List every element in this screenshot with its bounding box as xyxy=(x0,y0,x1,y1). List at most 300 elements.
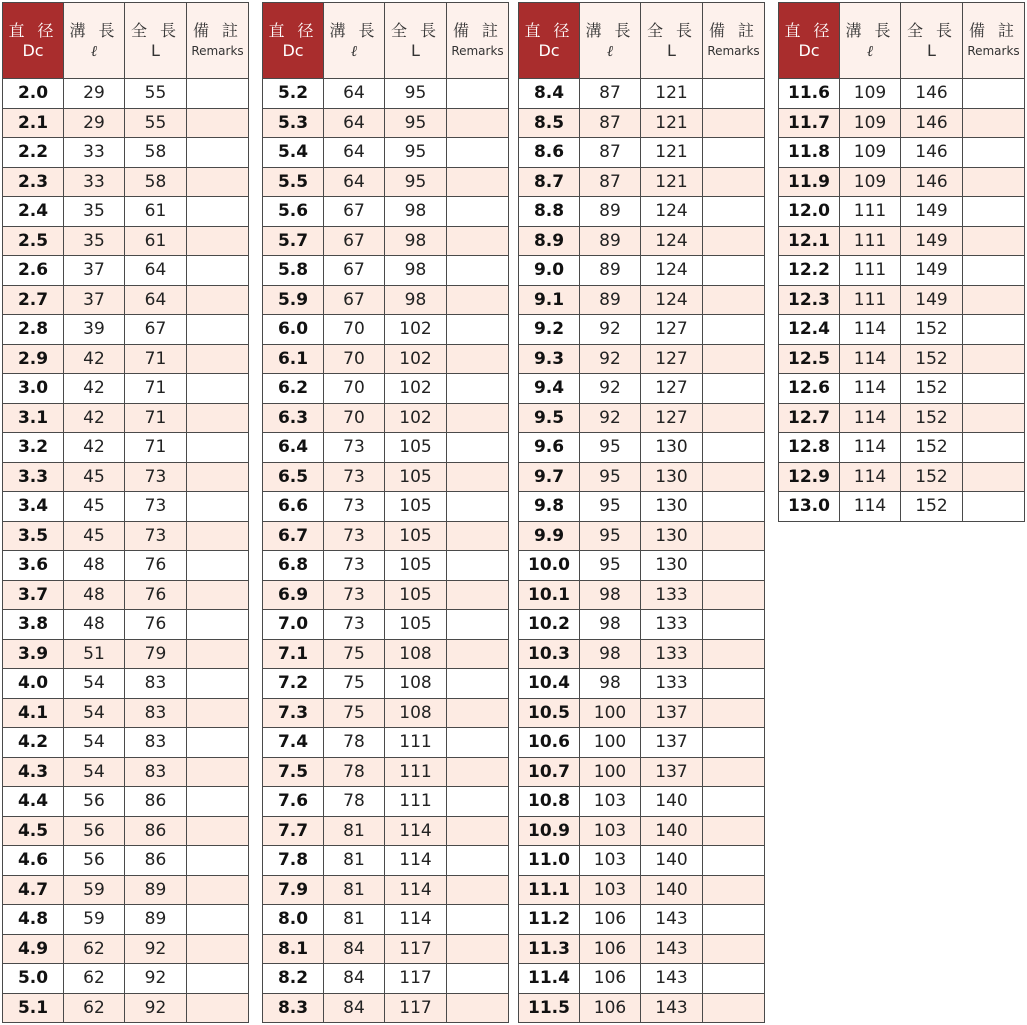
overall-length-cell: 130 xyxy=(641,521,703,551)
remarks-cell xyxy=(703,344,765,374)
dc-cell: 10.5 xyxy=(519,698,580,728)
remarks-cell xyxy=(447,492,509,522)
overall-length-cell: 149 xyxy=(901,285,963,315)
flute-length-cell: 70 xyxy=(324,403,385,433)
header-remarks: 備 註 Remarks xyxy=(703,3,765,79)
remarks-cell xyxy=(703,551,765,581)
overall-length-cell: 152 xyxy=(901,492,963,522)
table-row xyxy=(3,433,249,463)
overall-length-cell: 114 xyxy=(385,905,447,935)
dc-cell: 2.6 xyxy=(3,256,64,286)
dc-cell: 5.0 xyxy=(3,964,64,994)
overall-length-cell: 146 xyxy=(901,79,963,109)
dc-cell: 4.7 xyxy=(3,875,64,905)
remarks-cell xyxy=(703,787,765,817)
table-row xyxy=(263,787,509,817)
dc-cell: 9.4 xyxy=(519,374,580,404)
flute-length-cell: 84 xyxy=(324,964,385,994)
flute-length-cell: 73 xyxy=(324,521,385,551)
overall-length-cell: 140 xyxy=(641,816,703,846)
table-row xyxy=(519,757,765,787)
remarks-cell xyxy=(703,315,765,345)
remarks-cell xyxy=(187,934,249,964)
flute-length-cell: 64 xyxy=(324,108,385,138)
overall-length-cell: 83 xyxy=(125,669,187,699)
flute-length-cell: 114 xyxy=(840,403,901,433)
dc-cell: 12.0 xyxy=(779,197,840,227)
header-diameter: 直 径 Dc xyxy=(3,3,64,79)
table-row xyxy=(779,256,1025,286)
overall-length-cell: 98 xyxy=(385,226,447,256)
overall-length-cell: 127 xyxy=(641,403,703,433)
overall-length-cell: 89 xyxy=(125,905,187,935)
table-row xyxy=(263,993,509,1023)
overall-length-cell: 105 xyxy=(385,610,447,640)
table-row xyxy=(263,167,509,197)
flute-length-cell: 95 xyxy=(580,492,641,522)
dc-cell: 5.7 xyxy=(263,226,324,256)
overall-length-cell: 71 xyxy=(125,344,187,374)
dc-cell: 11.8 xyxy=(779,138,840,168)
table-row xyxy=(519,728,765,758)
table-row xyxy=(3,138,249,168)
remarks-cell xyxy=(447,167,509,197)
dc-cell: 2.4 xyxy=(3,197,64,227)
remarks-cell xyxy=(447,462,509,492)
remarks-cell xyxy=(963,108,1025,138)
dc-cell: 7.9 xyxy=(263,875,324,905)
flute-length-cell: 78 xyxy=(324,728,385,758)
remarks-cell xyxy=(703,285,765,315)
overall-length-cell: 143 xyxy=(641,934,703,964)
table-row xyxy=(519,285,765,315)
flute-length-cell: 48 xyxy=(64,580,125,610)
remarks-cell xyxy=(447,757,509,787)
remarks-cell xyxy=(703,108,765,138)
dc-cell: 7.6 xyxy=(263,787,324,817)
overall-length-cell: 143 xyxy=(641,905,703,935)
dc-cell: 12.3 xyxy=(779,285,840,315)
dc-cell: 10.0 xyxy=(519,551,580,581)
table-row xyxy=(519,964,765,994)
flute-length-cell: 70 xyxy=(324,315,385,345)
remarks-cell xyxy=(703,374,765,404)
remarks-cell xyxy=(187,669,249,699)
dc-cell: 4.1 xyxy=(3,698,64,728)
table-row xyxy=(3,698,249,728)
remarks-cell xyxy=(187,226,249,256)
remarks-cell xyxy=(963,138,1025,168)
overall-length-cell: 92 xyxy=(125,934,187,964)
dc-cell: 2.3 xyxy=(3,167,64,197)
flute-length-cell: 67 xyxy=(324,285,385,315)
table-row xyxy=(519,787,765,817)
flute-length-cell: 42 xyxy=(64,344,125,374)
dc-cell: 12.7 xyxy=(779,403,840,433)
dc-cell: 7.1 xyxy=(263,639,324,669)
dc-cell: 10.3 xyxy=(519,639,580,669)
dc-cell: 2.1 xyxy=(3,108,64,138)
remarks-cell xyxy=(703,993,765,1023)
table-row xyxy=(263,934,509,964)
flute-length-cell: 114 xyxy=(840,492,901,522)
remarks-cell xyxy=(963,285,1025,315)
remarks-cell xyxy=(187,344,249,374)
table-row xyxy=(3,964,249,994)
dc-cell: 3.9 xyxy=(3,639,64,669)
overall-length-cell: 105 xyxy=(385,580,447,610)
table-row xyxy=(519,934,765,964)
dc-cell: 9.8 xyxy=(519,492,580,522)
flute-length-cell: 114 xyxy=(840,462,901,492)
flute-length-cell: 33 xyxy=(64,167,125,197)
overall-length-cell: 124 xyxy=(641,197,703,227)
remarks-cell xyxy=(963,403,1025,433)
table-row xyxy=(519,138,765,168)
flute-length-cell: 106 xyxy=(580,905,641,935)
flute-length-cell: 81 xyxy=(324,816,385,846)
table-row xyxy=(3,669,249,699)
overall-length-cell: 146 xyxy=(901,167,963,197)
dc-cell: 4.0 xyxy=(3,669,64,699)
remarks-cell xyxy=(963,315,1025,345)
remarks-cell xyxy=(447,138,509,168)
remarks-cell xyxy=(703,698,765,728)
remarks-cell xyxy=(703,728,765,758)
dc-cell: 10.7 xyxy=(519,757,580,787)
remarks-cell xyxy=(963,256,1025,286)
dc-cell: 12.4 xyxy=(779,315,840,345)
flute-length-cell: 48 xyxy=(64,610,125,640)
table-row xyxy=(3,551,249,581)
dc-cell: 11.3 xyxy=(519,934,580,964)
table-row xyxy=(779,374,1025,404)
remarks-cell xyxy=(187,551,249,581)
overall-length-cell: 64 xyxy=(125,256,187,286)
dc-cell: 5.6 xyxy=(263,197,324,227)
overall-length-cell: 111 xyxy=(385,787,447,817)
table-row xyxy=(263,285,509,315)
overall-length-cell: 137 xyxy=(641,757,703,787)
overall-length-cell: 117 xyxy=(385,993,447,1023)
dc-cell: 3.0 xyxy=(3,374,64,404)
dc-cell: 5.2 xyxy=(263,79,324,109)
flute-length-cell: 29 xyxy=(64,108,125,138)
table-row xyxy=(3,315,249,345)
overall-length-cell: 76 xyxy=(125,610,187,640)
remarks-cell xyxy=(187,79,249,109)
flute-length-cell: 64 xyxy=(324,79,385,109)
flute-length-cell: 42 xyxy=(64,374,125,404)
header-remarks: 備 註 Remarks xyxy=(963,3,1025,79)
table-row xyxy=(3,728,249,758)
overall-length-cell: 61 xyxy=(125,197,187,227)
overall-length-cell: 140 xyxy=(641,787,703,817)
flute-length-cell: 89 xyxy=(580,285,641,315)
flute-length-cell: 62 xyxy=(64,934,125,964)
overall-length-cell: 140 xyxy=(641,846,703,876)
overall-length-cell: 105 xyxy=(385,492,447,522)
overall-length-cell: 98 xyxy=(385,197,447,227)
dc-cell: 7.7 xyxy=(263,816,324,846)
flute-length-cell: 114 xyxy=(840,315,901,345)
dc-cell: 12.1 xyxy=(779,226,840,256)
remarks-cell xyxy=(703,934,765,964)
remarks-cell xyxy=(187,875,249,905)
dc-cell: 11.1 xyxy=(519,875,580,905)
table-row xyxy=(519,315,765,345)
overall-length-cell: 105 xyxy=(385,521,447,551)
flute-length-cell: 64 xyxy=(324,138,385,168)
flute-length-cell: 54 xyxy=(64,698,125,728)
remarks-cell xyxy=(187,256,249,286)
table-row xyxy=(519,669,765,699)
table-row xyxy=(519,580,765,610)
dc-cell: 5.8 xyxy=(263,256,324,286)
remarks-cell xyxy=(703,492,765,522)
dc-cell: 10.9 xyxy=(519,816,580,846)
overall-length-cell: 121 xyxy=(641,108,703,138)
dc-cell: 5.3 xyxy=(263,108,324,138)
flute-length-cell: 62 xyxy=(64,964,125,994)
dc-cell: 6.3 xyxy=(263,403,324,433)
flute-length-cell: 92 xyxy=(580,374,641,404)
dc-cell: 7.2 xyxy=(263,669,324,699)
flute-length-cell: 45 xyxy=(64,521,125,551)
overall-length-cell: 86 xyxy=(125,846,187,876)
table-row xyxy=(519,846,765,876)
remarks-cell xyxy=(963,374,1025,404)
table-row xyxy=(3,905,249,935)
table-row xyxy=(263,669,509,699)
table-row xyxy=(3,993,249,1023)
dc-cell: 8.3 xyxy=(263,993,324,1023)
flute-length-cell: 42 xyxy=(64,403,125,433)
remarks-cell xyxy=(703,79,765,109)
header-diameter: 直 径 Dc xyxy=(263,3,324,79)
overall-length-cell: 146 xyxy=(901,138,963,168)
overall-length-cell: 152 xyxy=(901,403,963,433)
header-flute-length: 溝 長 ℓ xyxy=(324,3,385,79)
flute-length-cell: 87 xyxy=(580,138,641,168)
overall-length-cell: 92 xyxy=(125,993,187,1023)
overall-length-cell: 86 xyxy=(125,816,187,846)
flute-length-cell: 114 xyxy=(840,344,901,374)
remarks-cell xyxy=(447,285,509,315)
dc-cell: 9.2 xyxy=(519,315,580,345)
overall-length-cell: 133 xyxy=(641,669,703,699)
overall-length-cell: 121 xyxy=(641,138,703,168)
flute-length-cell: 106 xyxy=(580,993,641,1023)
overall-length-cell: 108 xyxy=(385,639,447,669)
flute-length-cell: 95 xyxy=(580,521,641,551)
table-row xyxy=(263,875,509,905)
dc-cell: 11.5 xyxy=(519,993,580,1023)
flute-length-cell: 81 xyxy=(324,905,385,935)
dc-cell: 3.6 xyxy=(3,551,64,581)
table-row xyxy=(3,197,249,227)
flute-length-cell: 59 xyxy=(64,905,125,935)
table-row xyxy=(263,197,509,227)
flute-length-cell: 75 xyxy=(324,698,385,728)
table-row xyxy=(263,816,509,846)
flute-length-cell: 103 xyxy=(580,875,641,905)
flute-length-cell: 39 xyxy=(64,315,125,345)
remarks-cell xyxy=(703,403,765,433)
header-remarks: 備 註 Remarks xyxy=(187,3,249,79)
remarks-cell xyxy=(963,344,1025,374)
overall-length-cell: 67 xyxy=(125,315,187,345)
header-flute-length: 溝 長 ℓ xyxy=(580,3,641,79)
table-row xyxy=(519,433,765,463)
dc-cell: 4.9 xyxy=(3,934,64,964)
table-row xyxy=(519,492,765,522)
dc-cell: 8.6 xyxy=(519,138,580,168)
dc-cell: 6.0 xyxy=(263,315,324,345)
overall-length-cell: 61 xyxy=(125,226,187,256)
remarks-cell xyxy=(187,197,249,227)
flute-length-cell: 73 xyxy=(324,492,385,522)
remarks-cell xyxy=(447,108,509,138)
overall-length-cell: 152 xyxy=(901,315,963,345)
overall-length-cell: 121 xyxy=(641,79,703,109)
dc-cell: 4.8 xyxy=(3,905,64,935)
spec-table-4 xyxy=(778,2,1025,522)
overall-length-cell: 143 xyxy=(641,993,703,1023)
overall-length-cell: 95 xyxy=(385,138,447,168)
remarks-cell xyxy=(963,167,1025,197)
table-row xyxy=(519,816,765,846)
remarks-cell xyxy=(187,905,249,935)
remarks-cell xyxy=(447,728,509,758)
flute-length-cell: 54 xyxy=(64,728,125,758)
spec-table-2 xyxy=(262,2,509,1023)
remarks-cell xyxy=(447,905,509,935)
flute-length-cell: 106 xyxy=(580,934,641,964)
flute-length-cell: 56 xyxy=(64,787,125,817)
flute-length-cell: 37 xyxy=(64,256,125,286)
dc-cell: 12.2 xyxy=(779,256,840,286)
table-row xyxy=(263,551,509,581)
flute-length-cell: 29 xyxy=(64,79,125,109)
table-row xyxy=(519,167,765,197)
dc-cell: 10.8 xyxy=(519,787,580,817)
overall-length-cell: 83 xyxy=(125,728,187,758)
overall-length-cell: 71 xyxy=(125,403,187,433)
remarks-cell xyxy=(447,934,509,964)
remarks-cell xyxy=(187,374,249,404)
table-header xyxy=(519,3,765,79)
remarks-cell xyxy=(447,256,509,286)
flute-length-cell: 35 xyxy=(64,197,125,227)
overall-length-cell: 130 xyxy=(641,551,703,581)
table-row xyxy=(779,462,1025,492)
remarks-cell xyxy=(447,875,509,905)
flute-length-cell: 87 xyxy=(580,108,641,138)
overall-length-cell: 76 xyxy=(125,551,187,581)
overall-length-cell: 152 xyxy=(901,462,963,492)
dc-cell: 3.4 xyxy=(3,492,64,522)
overall-length-cell: 73 xyxy=(125,521,187,551)
table-row xyxy=(779,167,1025,197)
flute-length-cell: 95 xyxy=(580,462,641,492)
header-remarks: 備 註 Remarks xyxy=(447,3,509,79)
remarks-cell xyxy=(447,964,509,994)
dc-cell: 2.8 xyxy=(3,315,64,345)
dc-cell: 7.8 xyxy=(263,846,324,876)
overall-length-cell: 133 xyxy=(641,580,703,610)
remarks-cell xyxy=(447,374,509,404)
flute-length-cell: 84 xyxy=(324,934,385,964)
table-row xyxy=(3,757,249,787)
flute-length-cell: 75 xyxy=(324,669,385,699)
overall-length-cell: 127 xyxy=(641,374,703,404)
dc-cell: 11.2 xyxy=(519,905,580,935)
flute-length-cell: 48 xyxy=(64,551,125,581)
dc-cell: 6.6 xyxy=(263,492,324,522)
overall-length-cell: 55 xyxy=(125,79,187,109)
table-row xyxy=(263,433,509,463)
flute-length-cell: 81 xyxy=(324,875,385,905)
flute-length-cell: 45 xyxy=(64,462,125,492)
dc-cell: 4.2 xyxy=(3,728,64,758)
header-flute-length: 溝 長 ℓ xyxy=(64,3,125,79)
table-header xyxy=(779,3,1025,79)
remarks-cell xyxy=(963,492,1025,522)
dc-cell: 6.9 xyxy=(263,580,324,610)
remarks-cell xyxy=(187,993,249,1023)
overall-length-cell: 58 xyxy=(125,167,187,197)
overall-length-cell: 140 xyxy=(641,875,703,905)
overall-length-cell: 86 xyxy=(125,787,187,817)
remarks-cell xyxy=(703,964,765,994)
overall-length-cell: 76 xyxy=(125,580,187,610)
overall-length-cell: 117 xyxy=(385,964,447,994)
flute-length-cell: 67 xyxy=(324,197,385,227)
remarks-cell xyxy=(703,580,765,610)
table-row xyxy=(779,285,1025,315)
overall-length-cell: 127 xyxy=(641,344,703,374)
remarks-cell xyxy=(703,138,765,168)
flute-length-cell: 87 xyxy=(580,167,641,197)
dc-cell: 6.8 xyxy=(263,551,324,581)
overall-length-cell: 71 xyxy=(125,374,187,404)
table-row xyxy=(519,698,765,728)
table-row xyxy=(519,521,765,551)
overall-length-cell: 130 xyxy=(641,433,703,463)
remarks-cell xyxy=(703,610,765,640)
table-row xyxy=(519,993,765,1023)
overall-length-cell: 133 xyxy=(641,610,703,640)
table-row xyxy=(263,698,509,728)
flute-length-cell: 100 xyxy=(580,757,641,787)
header-overall-length: 全 長 L xyxy=(641,3,703,79)
table-row xyxy=(3,492,249,522)
dc-cell: 4.5 xyxy=(3,816,64,846)
dc-cell: 5.4 xyxy=(263,138,324,168)
dc-cell: 3.7 xyxy=(3,580,64,610)
table-row xyxy=(263,905,509,935)
remarks-cell xyxy=(447,846,509,876)
flute-length-cell: 73 xyxy=(324,580,385,610)
dc-cell: 4.4 xyxy=(3,787,64,817)
remarks-cell xyxy=(187,964,249,994)
flute-length-cell: 73 xyxy=(324,610,385,640)
remarks-cell xyxy=(703,875,765,905)
dc-cell: 6.4 xyxy=(263,433,324,463)
table-row xyxy=(519,462,765,492)
remarks-cell xyxy=(703,433,765,463)
